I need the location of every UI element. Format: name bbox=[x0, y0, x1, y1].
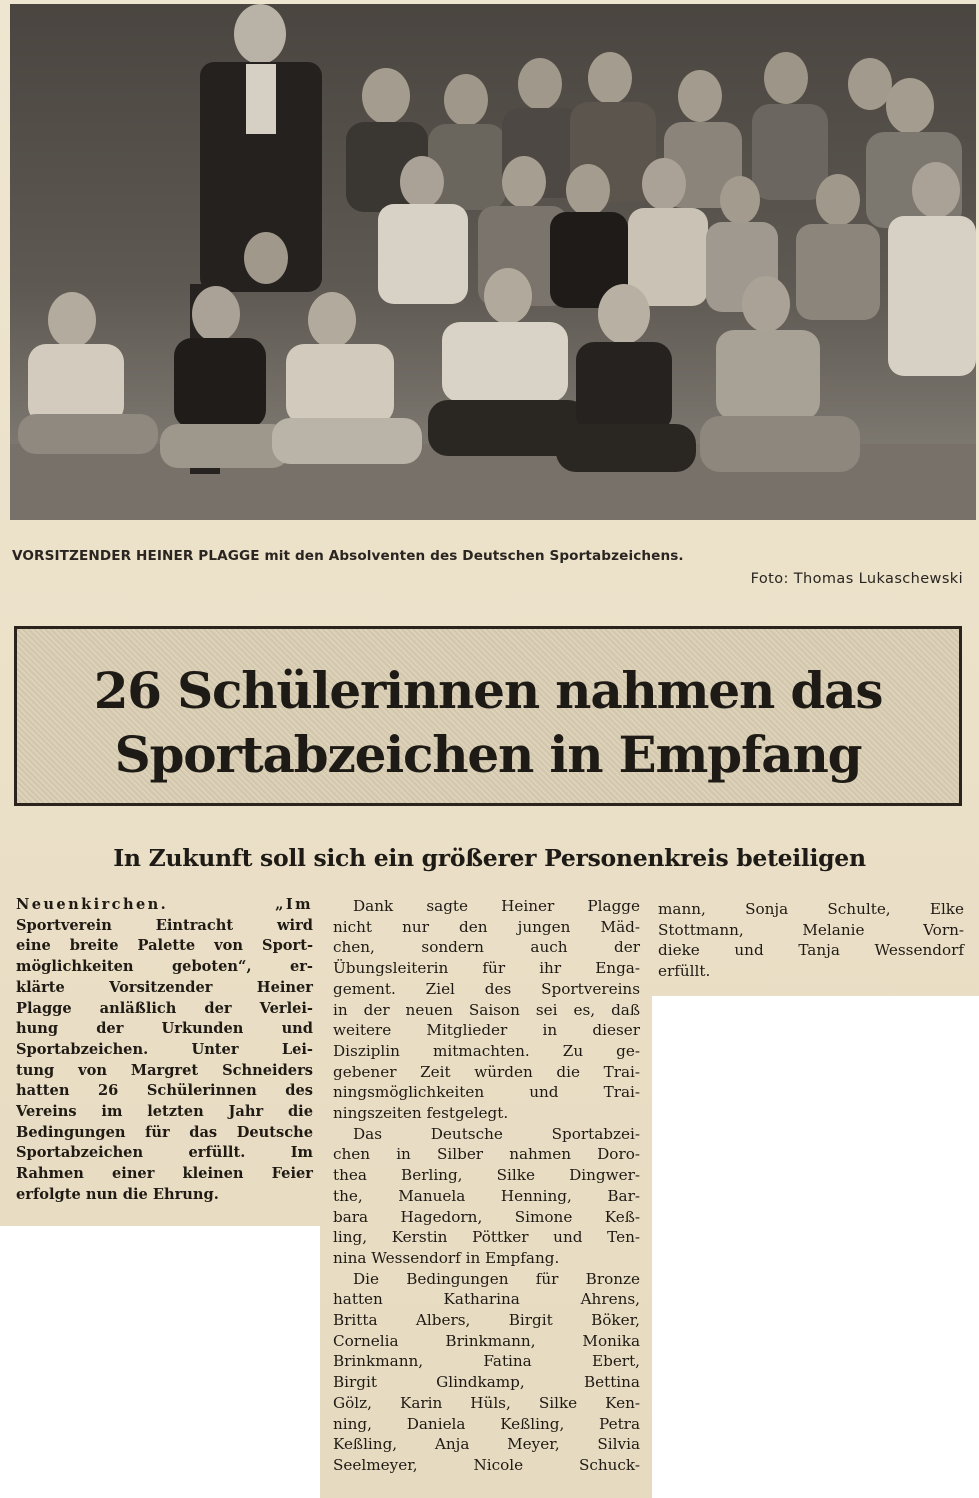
article-line: hung der Urkunden und bbox=[16, 1020, 313, 1038]
article-line: Rahmen einer kleinen Feier bbox=[16, 1165, 313, 1183]
headline-line-2: Sportabzeichen in Empfang bbox=[114, 725, 862, 784]
article-line: eine breite Palette von Sport- bbox=[16, 937, 313, 955]
article-line: Seelmeyer, Nicole Schuck- bbox=[333, 1455, 640, 1474]
article-line: Sportverein Eintracht wird bbox=[16, 916, 313, 934]
article-line: ling, Kerstin Pöttker und Ten- bbox=[333, 1228, 640, 1247]
article-line: Sportabzeichen. Unter Lei- bbox=[16, 1040, 313, 1058]
article-line: ning, Daniela Keßling, Petra bbox=[333, 1414, 640, 1433]
blank-paper-patch bbox=[0, 1226, 320, 1498]
article-line: hatten Katharina Ahrens, bbox=[333, 1290, 640, 1309]
article-line: Sportabzeichen erfüllt. Im bbox=[16, 1144, 313, 1162]
caption-lead: VORSITZENDER HEINER PLAGGE bbox=[12, 548, 260, 564]
article-line: gebener Zeit würden die Trai- bbox=[333, 1062, 640, 1081]
article-line: in der neuen Saison sei es, daß bbox=[333, 1000, 640, 1019]
article-line: möglichkeiten geboten“, er- bbox=[16, 958, 313, 976]
article-line: Die Bedingungen für Bronze bbox=[353, 1269, 640, 1288]
blank-paper-patch bbox=[652, 996, 979, 1498]
article-line: Stottmann, Melanie Vorn- bbox=[658, 920, 964, 939]
article-line: Bedingungen für das Deutsche bbox=[16, 1123, 313, 1141]
photo-caption bbox=[12, 548, 962, 564]
article-line: Vereins im letzten Jahr die bbox=[16, 1103, 313, 1121]
article-column-2 bbox=[333, 896, 640, 1476]
article-line: Gölz, Karin Hüls, Silke Ken- bbox=[333, 1393, 640, 1412]
article-line: weitere Mitglieder in dieser bbox=[333, 1021, 640, 1040]
article-line: Neuenkirchen. „Im bbox=[16, 896, 313, 913]
article-line: Cornelia Brinkmann, Monika bbox=[333, 1331, 640, 1350]
article-line: erfüllt. bbox=[658, 962, 711, 981]
article-line: Birgit Glindkamp, Bettina bbox=[333, 1373, 640, 1392]
article-line: gement. Ziel des Sportvereins bbox=[333, 979, 640, 998]
article-line: klärte Vorsitzender Heiner bbox=[16, 978, 313, 996]
photo-credit: Foto: Thomas Lukaschewski bbox=[750, 571, 963, 587]
subheadline: In Zukunft soll sich ein größerer Personenkreis beteiligen bbox=[113, 844, 866, 872]
article-line: ningszeiten festgelegt. bbox=[333, 1104, 509, 1123]
article-line: dieke und Tanja Wessendorf bbox=[658, 941, 964, 960]
photo-image bbox=[10, 4, 976, 520]
article-line: Das Deutsche Sportabzei- bbox=[353, 1124, 640, 1143]
article-line: chen, sondern auch der bbox=[333, 938, 640, 957]
article-line: Disziplin mitmachten. Zu ge- bbox=[333, 1041, 640, 1060]
article-line: Brinkmann, Fatina Ebert, bbox=[333, 1352, 640, 1371]
article-line: ningsmöglichkeiten und Trai- bbox=[333, 1083, 640, 1102]
article-line: mann, Sonja Schulte, Elke bbox=[658, 900, 964, 918]
article-column-1 bbox=[16, 895, 313, 1206]
article-line: Britta Albers, Birgit Böker, bbox=[333, 1311, 640, 1330]
article-line: Keßling, Anja Meyer, Silvia bbox=[333, 1435, 640, 1454]
article-line: the, Manuela Henning, Bar- bbox=[333, 1186, 640, 1205]
article-line: Dank sagte Heiner Plagge bbox=[353, 897, 640, 915]
article-line: Plagge anläßlich der Verlei- bbox=[16, 999, 313, 1017]
article-line: tung von Margret Schneiders bbox=[16, 1061, 313, 1079]
article-line: chen in Silber nahmen Doro- bbox=[333, 1145, 640, 1164]
headline-box bbox=[14, 626, 962, 806]
article-line: thea Berling, Silke Dingwer- bbox=[333, 1166, 640, 1185]
article-line: nina Wessendorf in Empfang. bbox=[333, 1248, 560, 1267]
article-line: nicht nur den jungen Mäd- bbox=[333, 917, 640, 936]
group-photo bbox=[10, 4, 976, 520]
headline-line-1: 26 Schülerinnen nahmen das bbox=[93, 661, 883, 720]
article-line: erfolgte nun die Ehrung. bbox=[16, 1185, 219, 1203]
article-line: hatten 26 Schülerinnen des bbox=[16, 1082, 313, 1100]
caption-text: mit den Absolventen des Deutschen Sportabzeichens. bbox=[259, 548, 684, 564]
article-column-3 bbox=[658, 899, 964, 982]
article-line: bara Hagedorn, Simone Keß- bbox=[333, 1207, 640, 1226]
article-line: Übungsleiterin für ihr Enga- bbox=[333, 959, 640, 978]
